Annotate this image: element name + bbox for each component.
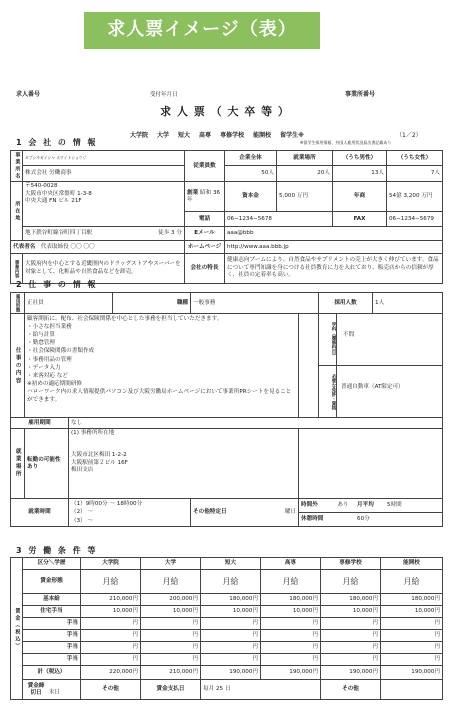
qualification-side: [299, 314, 319, 418]
page-indicator: （1／2）: [396, 132, 422, 139]
cat-foreign-student: 留学生※: [280, 132, 304, 139]
wage-cell: 180,000円: [201, 594, 261, 606]
wage-row-label: 手当: [23, 654, 81, 666]
avg-value: 5時間: [387, 502, 402, 509]
wage-type-cell: 月給: [81, 570, 141, 594]
wage-total-cell: 190,000円: [321, 666, 381, 680]
email-label: Eメール: [185, 227, 225, 241]
overtime-value: あり: [337, 502, 349, 509]
founded-value: 昭和 36 年: [187, 190, 221, 203]
wage-cell: 円: [141, 654, 201, 666]
wage-cell: 10,000円: [201, 606, 261, 618]
cat-vocational: 専修学校: [220, 132, 245, 139]
content-line: ハローワーク内の求人情報提供パソコン及び大阪労働局ホームページにおいて事業所PRシートを見ることができます。: [27, 388, 292, 404]
wage-table: [10, 557, 443, 700]
emp-total-value: 50人: [225, 165, 277, 181]
job-number-label: 求人番号: [16, 91, 41, 98]
wage-cell: 10,000円: [381, 606, 443, 618]
wage-type-cell: 月給: [261, 570, 321, 594]
feature-content: 健康志向ブームにより、自然食品やサプリメントの売上が大きく伸びています。食品について専門知識を身につける社員教育に力を入れており、販売店からの信頼が厚く、社員の定着率も高い。: [225, 254, 443, 284]
employment-type-label: 雇用形態: [11, 293, 25, 314]
hours-line-3: （3） 〜: [71, 517, 94, 524]
wage-cell: 円: [201, 642, 261, 654]
hours-values: [69, 499, 191, 527]
break-row: [299, 513, 442, 526]
wage-cell: 10,000円: [81, 606, 141, 618]
wage-cell: 円: [81, 642, 141, 654]
wage-cell: 円: [321, 654, 381, 666]
wage-col-header: 区分＼学歴: [23, 558, 81, 570]
license-block: [319, 366, 442, 417]
wage-cell: 円: [201, 618, 261, 630]
hours-line-2: （2） 〜: [71, 509, 94, 516]
close-day-value: 末日: [48, 689, 60, 696]
content-line: ・勤怠管理: [27, 340, 55, 347]
hours-label: 就業時間: [11, 499, 69, 527]
wage-total-cell: 190,000円: [261, 666, 321, 680]
wage-cell: 円: [381, 654, 443, 666]
major-value: 不問: [343, 332, 355, 338]
wage-row-label: 手当: [23, 642, 81, 654]
wage-cell: 円: [141, 618, 201, 630]
wage-row-label: 手当: [23, 630, 81, 642]
address-line-2: 中央大通 FN ビル 21F: [25, 198, 82, 205]
emp-col-site: 就業場所: [277, 151, 333, 166]
transfer-value: あり: [27, 463, 39, 470]
pay-other-value: [381, 680, 443, 700]
tel-value: 06−1234−5678: [225, 212, 333, 227]
pay-day-label: 賃金支払日: [141, 680, 201, 700]
content-label: 仕事の内容: [11, 314, 25, 418]
qualification-cell: [319, 314, 443, 418]
wage-type-cell: 月給: [321, 570, 381, 594]
wage-col-junior-college: 短大: [201, 558, 261, 570]
wage-row-label: 住宅手当: [23, 606, 81, 618]
address-block: [23, 182, 185, 227]
page-banner: 求人票イメージ（表）: [84, 12, 320, 49]
job-content: [25, 314, 299, 418]
address-line-1: 大阪市中央区常盤町 1-3-8: [25, 190, 92, 197]
cat-junior-college: 短大: [178, 132, 191, 139]
content-line: 顧客開拓に、配布、社会保険関係を中心とした事務を担当していただきます。: [27, 316, 223, 322]
wage-row-label: 手当: [23, 618, 81, 630]
wage-cell: 200,000円: [141, 594, 201, 606]
wage-cell: 180,000円: [261, 594, 321, 606]
job-info-table: [10, 292, 443, 527]
business-label: 事業内容: [11, 254, 23, 284]
wage-cell: 円: [261, 642, 321, 654]
wage-col-vocational: 専修学校: [321, 558, 381, 570]
cat-technical-college: 高専: [199, 132, 212, 139]
company-info-table: [10, 150, 443, 284]
capital-value: 5,000 万円: [277, 182, 333, 212]
content-line: ・事務用品の管理: [27, 356, 72, 363]
received-date-label: 受付年月日: [150, 92, 178, 98]
education-categories: [130, 133, 304, 140]
wage-side-label: 賃金（税込）: [11, 558, 23, 700]
form-title: 求 人 票 （ 大 卒 等 ）: [160, 105, 290, 118]
section3-title: 3 労 働 条 件 等: [16, 546, 98, 555]
wage-type-cell: 月給: [141, 570, 201, 594]
job-label: 職種: [113, 293, 191, 314]
employees-label: 従業員数: [185, 151, 225, 182]
close-other-label: その他: [81, 680, 141, 700]
weekday-suffix: 曜日: [284, 509, 297, 516]
transfer-label: 転勤の可能性: [27, 457, 61, 464]
wage-cell: 円: [201, 630, 261, 642]
wage-row-label: 基本給: [23, 594, 81, 606]
content-line: ※初めの適応期間研修: [27, 380, 83, 387]
job-title: 一般事務: [191, 293, 319, 314]
wage-type-cell: 月給: [381, 570, 443, 594]
overtime-label: 時間外: [301, 502, 318, 509]
avg-label: 月平均: [357, 502, 374, 509]
place-line: 大阪市北区梅田 1-2-2: [71, 451, 127, 458]
close-day-label: 賃金締切日: [27, 683, 45, 696]
hires-label: 採用人数: [319, 293, 373, 314]
place-line: 梅田支店: [71, 467, 94, 474]
hours-line-1: （1）9時00分 〜 18時00分: [71, 501, 143, 507]
capital-label: 資本金: [225, 182, 277, 212]
office-number-label: 事業所番号: [345, 91, 376, 98]
email-value[interactable]: aaa@bbb: [225, 227, 443, 241]
emp-female-value: 7人: [387, 165, 443, 181]
break-value: 60分: [357, 516, 370, 523]
wage-cell: 円: [261, 630, 321, 642]
wage-type-label: 賃金形態: [23, 570, 81, 594]
content-line: ・社会保険関係の書類作成: [27, 348, 95, 355]
place-line: 大阪駅前第２ビル 16F: [71, 459, 128, 466]
station-value: 地下鉄谷町線谷町四丁目駅: [25, 230, 93, 237]
sales-value: 54億 3,200 万円: [387, 182, 443, 212]
hires-value: 1人: [373, 293, 443, 314]
walk-time: 徒歩 3 分: [158, 230, 182, 237]
wage-cell: 円: [261, 654, 321, 666]
place-primary: (1) 事務所所在地: [71, 430, 115, 436]
emp-col-total: 企業全体: [225, 151, 277, 166]
wage-cell: 円: [141, 630, 201, 642]
cat-university: 大学: [157, 132, 170, 139]
wage-cell: 円: [381, 630, 443, 642]
overtime-cell: [299, 499, 443, 527]
wage-cell: 10,000円: [321, 606, 381, 618]
wage-total-cell: 210,000円: [141, 666, 201, 680]
wage-cell: 円: [81, 630, 141, 642]
wage-cell: 10,000円: [141, 606, 201, 618]
wage-cell: 円: [321, 630, 381, 642]
wage-cell: 円: [201, 654, 261, 666]
content-line: ・小さな担当業務: [27, 324, 72, 331]
founded-label: 創業: [187, 190, 199, 197]
foreign-student-note: ※留学生採用情報、外国人雇用状況届出書記載あり: [300, 140, 392, 145]
wage-total-cell: 190,000円: [201, 666, 261, 680]
pay-other-label: その他: [321, 680, 381, 700]
license-value: 普通自動車（AT限定可）: [341, 384, 404, 390]
period-value: なし: [69, 418, 443, 429]
emp-male-value: 13人: [333, 165, 387, 181]
wage-col-university: 大学: [141, 558, 201, 570]
company-name-label: 事業所名: [11, 151, 23, 182]
other-day-label: その他特定日: [193, 509, 227, 516]
wage-cell: 円: [81, 618, 141, 630]
content-line: ・データ入力: [27, 364, 61, 371]
wage-type-cell: 月給: [201, 570, 261, 594]
close-day-cell: [23, 680, 81, 700]
break-label: 休憩時間: [301, 516, 324, 523]
postal-code: 〒540-0028: [25, 183, 58, 189]
founded-cell: [185, 182, 225, 212]
period-label: 雇用期間: [11, 418, 69, 429]
cat-polytechnic: 能開校: [253, 132, 272, 139]
rep-value: 代表取締役 〇〇 〇〇: [40, 243, 95, 250]
transfer-cell: [25, 429, 69, 499]
fax-label: FAX: [333, 212, 387, 227]
homepage-link[interactable]: http://www.aaa.bbb.jp: [225, 241, 443, 254]
wage-total-cell: 220,000円: [81, 666, 141, 680]
wage-cell: 円: [381, 618, 443, 630]
wage-cell: 180,000円: [321, 594, 381, 606]
rep-cell: [11, 241, 185, 254]
major-block: [319, 314, 442, 366]
cat-graduate: 大学院: [130, 132, 149, 139]
business-content: 大阪府内を中心とする近畿圏内のドラッグストアやスーパーを対象として、化粧品や自然食品などを卸売。: [23, 254, 185, 284]
place-detail: [69, 429, 299, 499]
license-label: 必要な免許・資格: [319, 366, 337, 417]
wage-cell: 円: [321, 618, 381, 630]
emp-col-female: （うち女性）: [387, 151, 443, 166]
tel-label: 電話: [185, 212, 225, 227]
wage-cell: 円: [261, 618, 321, 630]
place-other: [299, 429, 443, 499]
emp-site-value: 20人: [277, 165, 333, 181]
emp-col-male: （うち男性）: [333, 151, 387, 166]
wage-cell: 210,000円: [81, 594, 141, 606]
wage-col-graduate: 大学院: [81, 558, 141, 570]
sales-label: 年商: [333, 182, 387, 212]
wage-total-cell: 190,000円: [381, 666, 443, 680]
other-day-cell: [191, 499, 299, 527]
homepage-label: ホームページ: [185, 241, 225, 254]
wage-total-label: 計（税込）: [23, 666, 81, 680]
wage-cell: 円: [321, 642, 381, 654]
wage-cell: 円: [141, 642, 201, 654]
section1-title: 1 会 社 の 情 報: [16, 138, 98, 147]
content-line: ・来客対応 など: [27, 372, 68, 379]
pay-day-value: 毎月 25 日: [201, 680, 321, 700]
wage-col-polytechnic: 能開校: [381, 558, 443, 570]
content-line: ・給与計算: [27, 332, 55, 339]
company-name: 株式会社 労働商事: [23, 165, 185, 181]
address-label: 所在地: [11, 182, 23, 241]
feature-label: 会社の特長: [185, 254, 225, 284]
wage-col-technical: 高専: [261, 558, 321, 570]
company-furigana: カブシキガイシャ ホワイトショウジ: [23, 151, 185, 166]
wage-cell: 円: [81, 654, 141, 666]
place-label: 就業場所: [11, 429, 25, 499]
wage-cell: 円: [381, 642, 443, 654]
major-label: 学科（履修科目）: [319, 314, 337, 365]
employment-type: 正社員: [25, 293, 113, 314]
wage-cell: 180,000円: [381, 594, 443, 606]
rep-label: 代表者名: [13, 243, 36, 250]
fax-value: 06−1234−5679: [387, 212, 443, 227]
overtime-row: [299, 499, 442, 513]
station-cell: [23, 227, 185, 241]
wage-cell: 10,000円: [261, 606, 321, 618]
section2-title: 2 仕 事 の 情 報: [16, 280, 98, 289]
